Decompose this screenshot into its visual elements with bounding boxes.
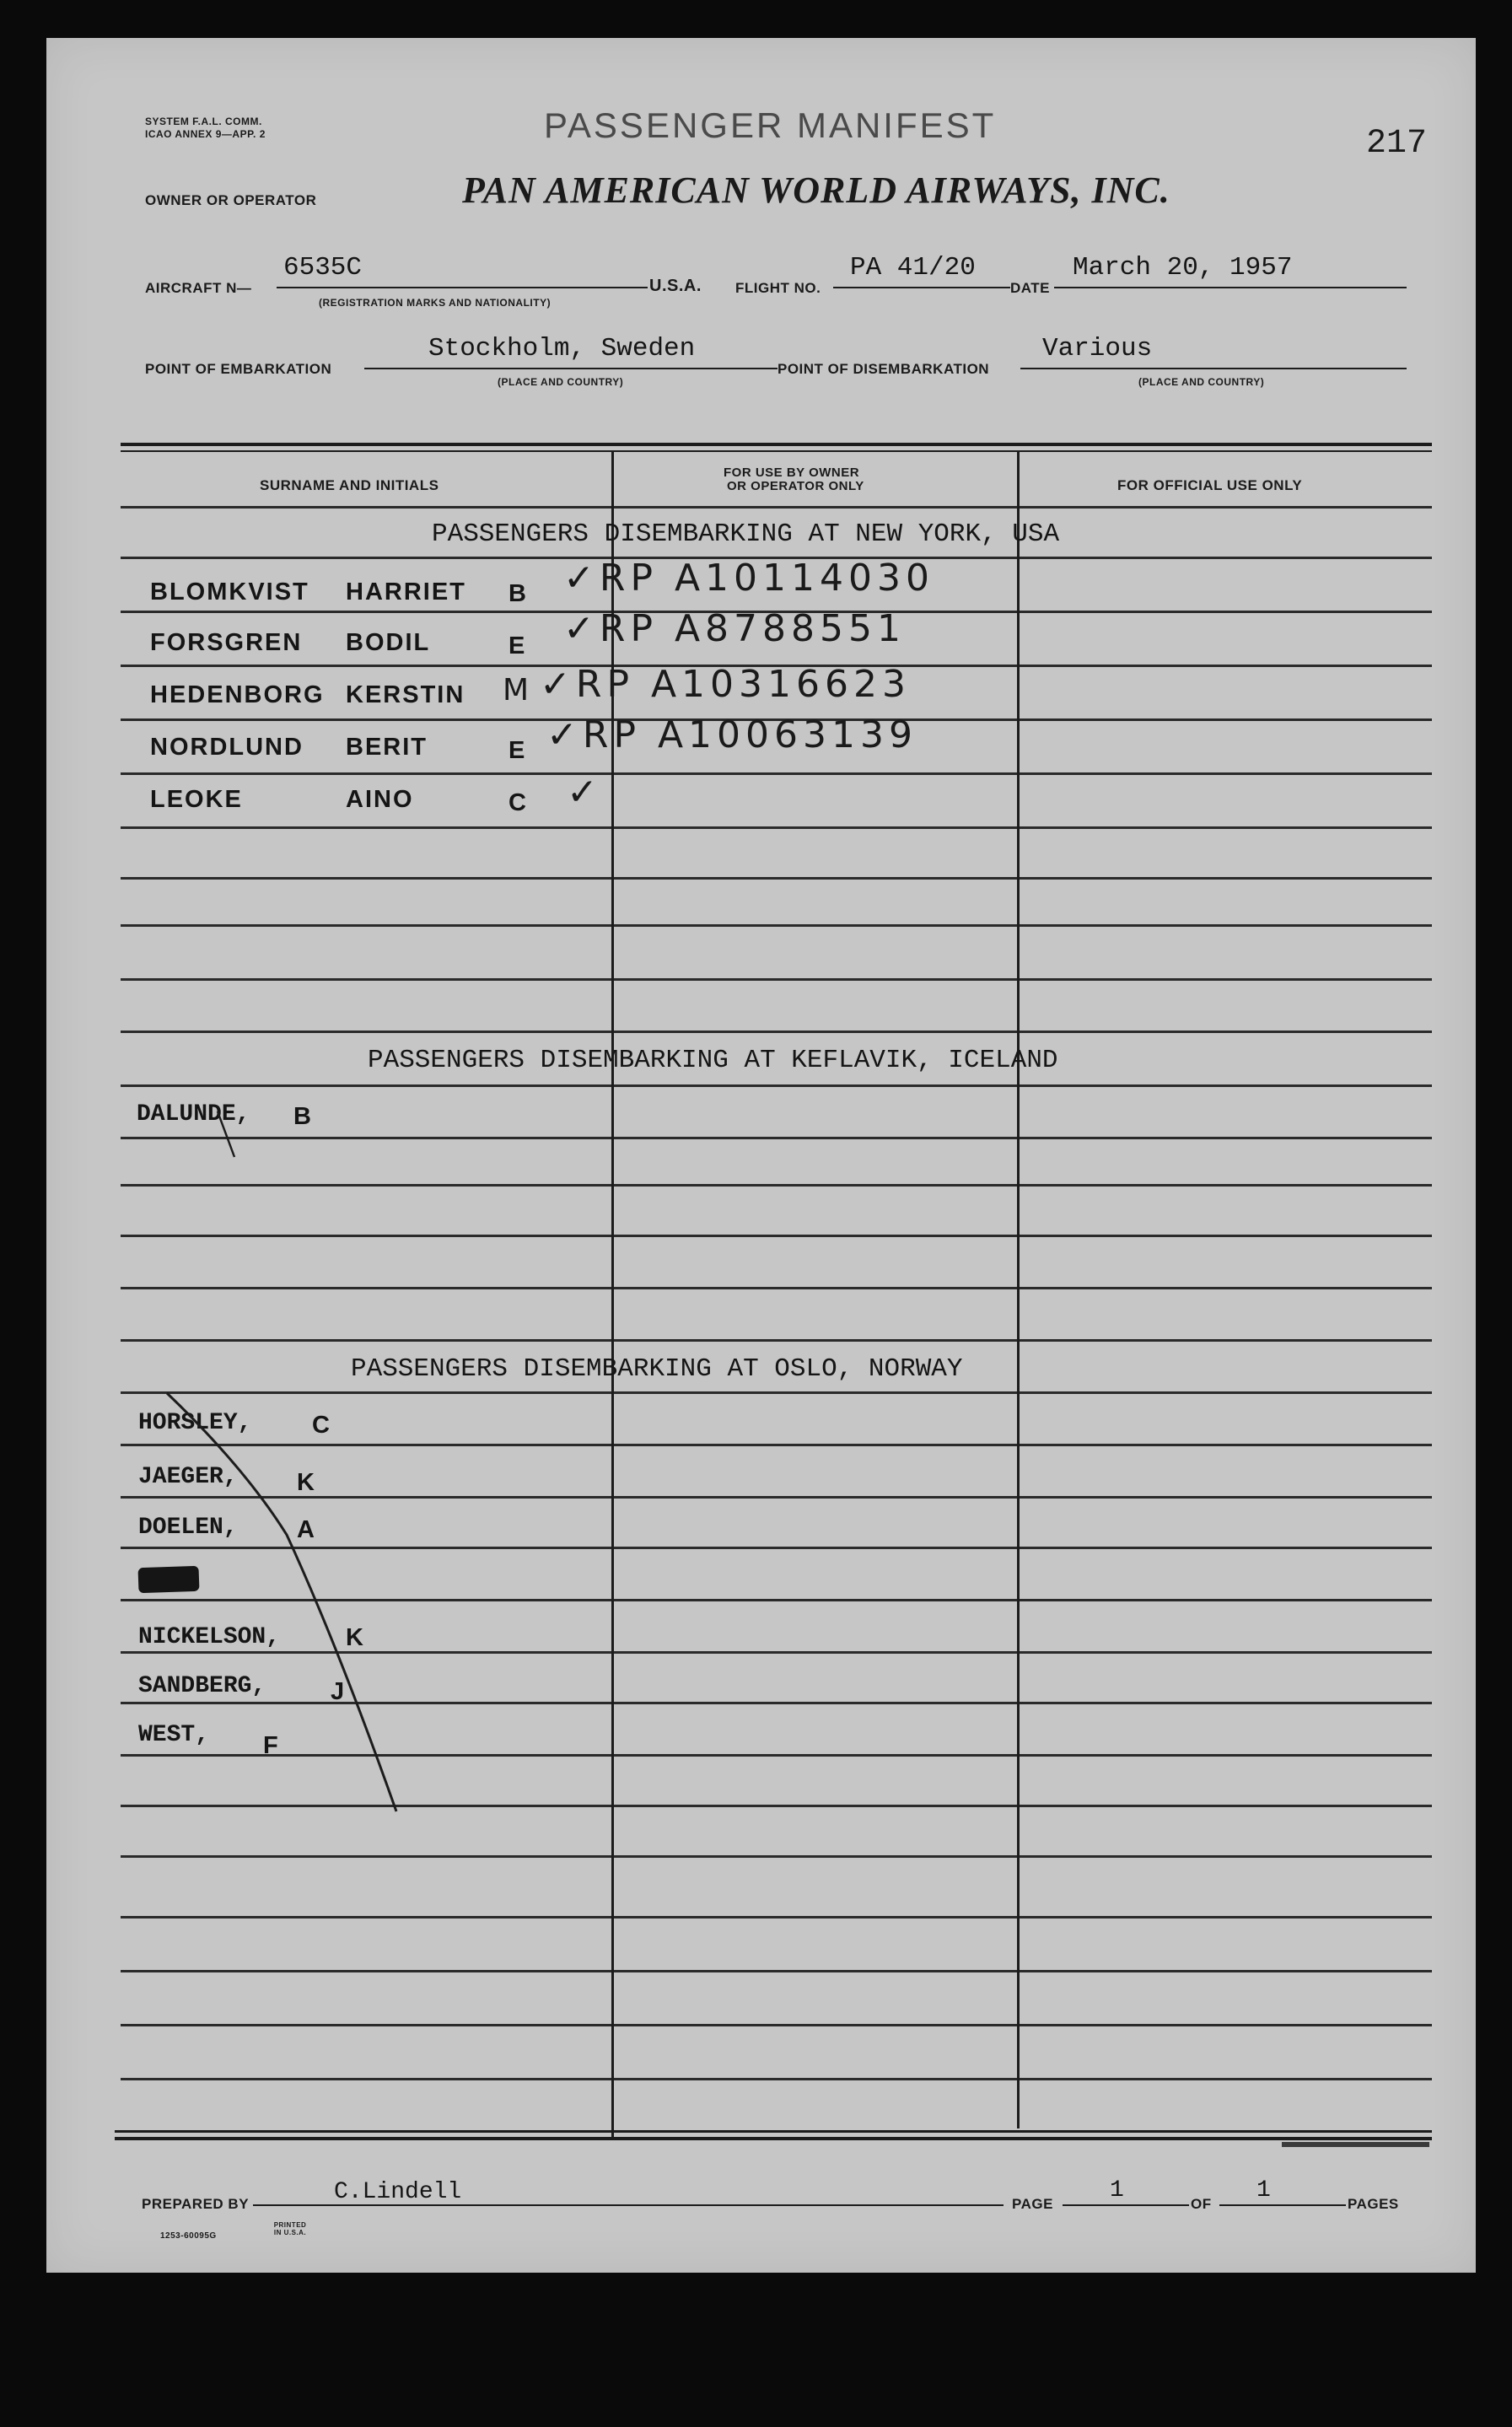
printed-in-usa: PRINTED IN U.S.A. [273,2221,307,2236]
passenger-name: HORSLEY, [138,1410,252,1436]
passenger-given-name: HARRIET [346,578,466,605]
disembark-place-caption: (PLACE AND COUNTRY) [1138,376,1265,388]
passenger-initial: M [503,673,535,708]
strikeout-stroke [218,1111,234,1157]
passenger-name: JAEGER, [138,1464,238,1490]
pages-underline [1219,2204,1346,2206]
page-value: 1 [1110,2177,1124,2204]
passenger-initial: F [263,1732,280,1759]
handwritten-notation: ✓RP A10316623 [540,663,912,706]
column-header-owner-2: OR OPERATOR ONLY [727,479,864,493]
diagonal-pen-stroke [167,1393,396,1811]
date-label: DATE [1010,280,1051,296]
handwritten-notation: ✓RP A10114030 [563,557,935,600]
passenger-given-name: BERIT [346,734,428,761]
passenger-name: DALUNDE, [137,1101,250,1127]
prepared-by-name: C.Lindell [334,2179,462,2205]
passenger-initial: K [346,1624,365,1651]
passenger-surname: NORDLUND [150,734,304,761]
passenger-name: WEST, [138,1722,210,1748]
passenger-initial: B [293,1103,313,1130]
passenger-initial: B [508,580,528,607]
column-header-official: FOR OFFICIAL USE ONLY [1117,477,1303,493]
column-header-names: SURNAME AND INITIALS [260,477,439,493]
aircraft-label: AIRCRAFT N— [145,280,252,296]
column-header-owner-1: FOR USE BY OWNER [724,465,860,480]
table-bottom-rule-thick [115,2137,1432,2140]
handwritten-notation: ✓RP A10063139 [546,713,918,756]
system-ref-line1: SYSTEM F.A.L. COMM. [145,116,262,127]
passenger-initial: E [508,632,527,659]
disembark-point: Various [1042,334,1153,363]
of-label: OF [1191,2196,1212,2212]
prepared-by-label: PREPARED BY [142,2196,250,2212]
passenger-name: NICKELSON, [138,1624,281,1650]
page-number: 217 [1366,125,1428,163]
registration-caption: (REGISTRATION MARKS AND NATIONALITY) [319,297,552,309]
disembark-label: POINT OF DISEMBARKATION [778,361,990,377]
passenger-surname: LEOKE [150,786,243,813]
passenger-surname: HEDENBORG [150,681,325,708]
country-label: U.S.A. [649,277,702,295]
form-code: 1253-60095G [160,2231,217,2241]
embark-point: Stockholm, Sweden [428,334,696,363]
page-label: PAGE [1012,2196,1053,2212]
system-ref-line2: ICAO ANNEX 9—APP. 2 [145,128,266,140]
owner-label: OWNER OR OPERATOR [145,192,317,208]
passenger-initial: A [297,1516,316,1543]
passenger-given-name: KERSTIN [346,681,465,708]
passenger-initial: K [297,1469,316,1496]
flight-number: PA 41/20 [850,253,976,283]
footer-stamp-mark [1282,2142,1429,2147]
flight-date: March 20, 1957 [1073,253,1293,283]
passenger-name: SANDBERG, [138,1673,266,1699]
document-title: PASSENGER MANIFEST [544,105,997,145]
handwritten-notation: ✓RP A8788551 [563,607,907,650]
handwritten-checkmark: ✓ [567,771,603,814]
embark-label: POINT OF EMBARKATION [145,361,332,377]
passenger-given-name: BODIL [346,629,431,656]
page-underline [1063,2204,1189,2206]
section-heading-new-york: PASSENGERS DISEMBARKING AT NEW YORK, USA [432,519,1060,549]
passenger-initial: C [508,789,528,816]
passenger-initial: C [312,1412,331,1439]
passenger-surname: BLOMKVIST [150,578,309,605]
passenger-surname: FORSGREN [150,629,303,656]
passenger-initial: J [331,1678,347,1705]
pages-value: 1 [1256,2177,1271,2204]
section-heading-oslo: PASSENGERS DISEMBARKING AT OSLO, NORWAY [351,1354,963,1384]
embark-place-caption: (PLACE AND COUNTRY) [498,376,624,388]
flight-label: FLIGHT NO. [735,280,821,296]
pages-label: PAGES [1348,2196,1399,2212]
passenger-given-name: AINO [346,786,414,813]
aircraft-number: 6535C [283,253,363,283]
company-name: PAN AMERICAN WORLD AIRWAYS, INC. [462,170,1170,211]
passenger-name: DOELEN, [138,1515,238,1541]
table-bottom-rule [115,2130,1432,2133]
section-heading-keflavik: PASSENGERS DISEMBARKING AT KEFLAVIK, ICELAND [368,1046,1058,1075]
passenger-initial: E [508,737,527,764]
